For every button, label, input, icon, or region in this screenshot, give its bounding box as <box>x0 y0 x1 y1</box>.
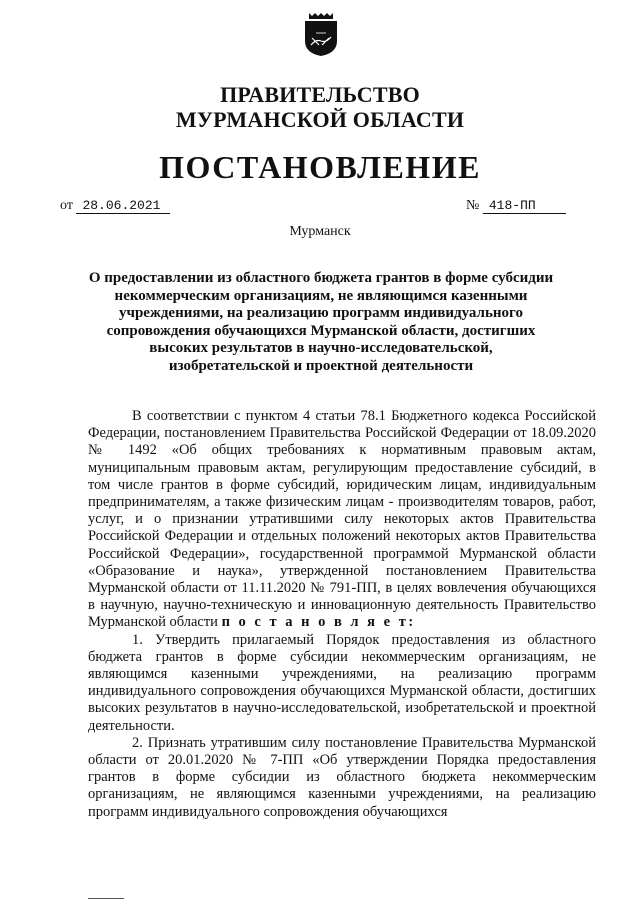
document-type: ПОСТАНОВЛЕНИЕ <box>159 149 481 185</box>
document-number <box>466 198 566 214</box>
item-2-paragraph: 2. Признать утратившим силу постановление Правительства Мурманской области от 20.01.2020 № 7-ПП «Об утверждении Порядка предоставления грантов в форме субсидии из областного бюджета некоммерческим организациям, не являющимся казенными учреждениями, на реализацию программ индивидуального сопровождения обучающихся <box>88 734 596 820</box>
item-1-paragraph: 1. Утвердить прилагаемый Порядок предоставления из областного бюджета грантов в форме субсидии некоммерческим организациям, не являющимся казенными учреждениями, на реализацию программ индивидуального сопровождения обучающихся Мурманской области, достигших высоких результатов в научно-исследовательской, изобретательской и проектной деятельности. <box>88 631 596 734</box>
organization-line-2: МУРМАНСКОЙ ОБЛАСТИ <box>175 107 465 132</box>
resolves-word: п о с т а н о в л я е т: <box>221 614 416 631</box>
organization-line-1: ПРАВИТЕЛЬСТВО <box>220 82 420 107</box>
date-value: 28.06.2021 <box>76 198 170 214</box>
number-prefix: № <box>466 198 480 213</box>
document-title: О предоставлении из областного бюджета грантов в форме субсидии некоммерческим организациям, не являющимся казенными учреждениями, на реализацию программ индивидуального сопровождения обучающихся Мурманской области, достигших высоких результатов в научно-исследовательской, изобретательской и проектной деятельности <box>88 270 554 374</box>
preamble-text: В соответствии с пунктом 4 статьи 78.1 Бюджетного кодекса Российской Федерации, постановлением Правительства Российской Федерации от 18.09.2020 № 1492 «Об общих требованиях к нормативным правовым актам, муниципальным правовым актам, регулирующим предоставление субсидий, в том числе грантов в форме субсидий, юридическим лицам, индивидуальным предпринимателям, а также физическим лицам - производителям товаров, работ, услуг, и о признании утратившими силу некоторых актов Правительства Российской Федерации и отдельных положений некоторых актов Правительства Российской Федерации», государственной программой Мурманской области «Образование и наука», утвержденной постановлением Правительства Мурманской области от 11.11.2020 № 791-ПП, в целях вовлечения обучающихся в научную, научно-техническую и инновационную деятельность Правительство Мурманской области <box>88 408 596 631</box>
preamble-paragraph <box>88 408 596 632</box>
number-value: 418-ПП <box>483 198 566 214</box>
document-date <box>60 198 170 214</box>
coat-of-arms-icon <box>302 11 340 57</box>
date-prefix: от <box>60 198 73 213</box>
organization-name <box>0 82 640 132</box>
document-body <box>88 408 596 821</box>
city: Мурманск <box>289 224 351 239</box>
footer-divider <box>88 898 124 899</box>
